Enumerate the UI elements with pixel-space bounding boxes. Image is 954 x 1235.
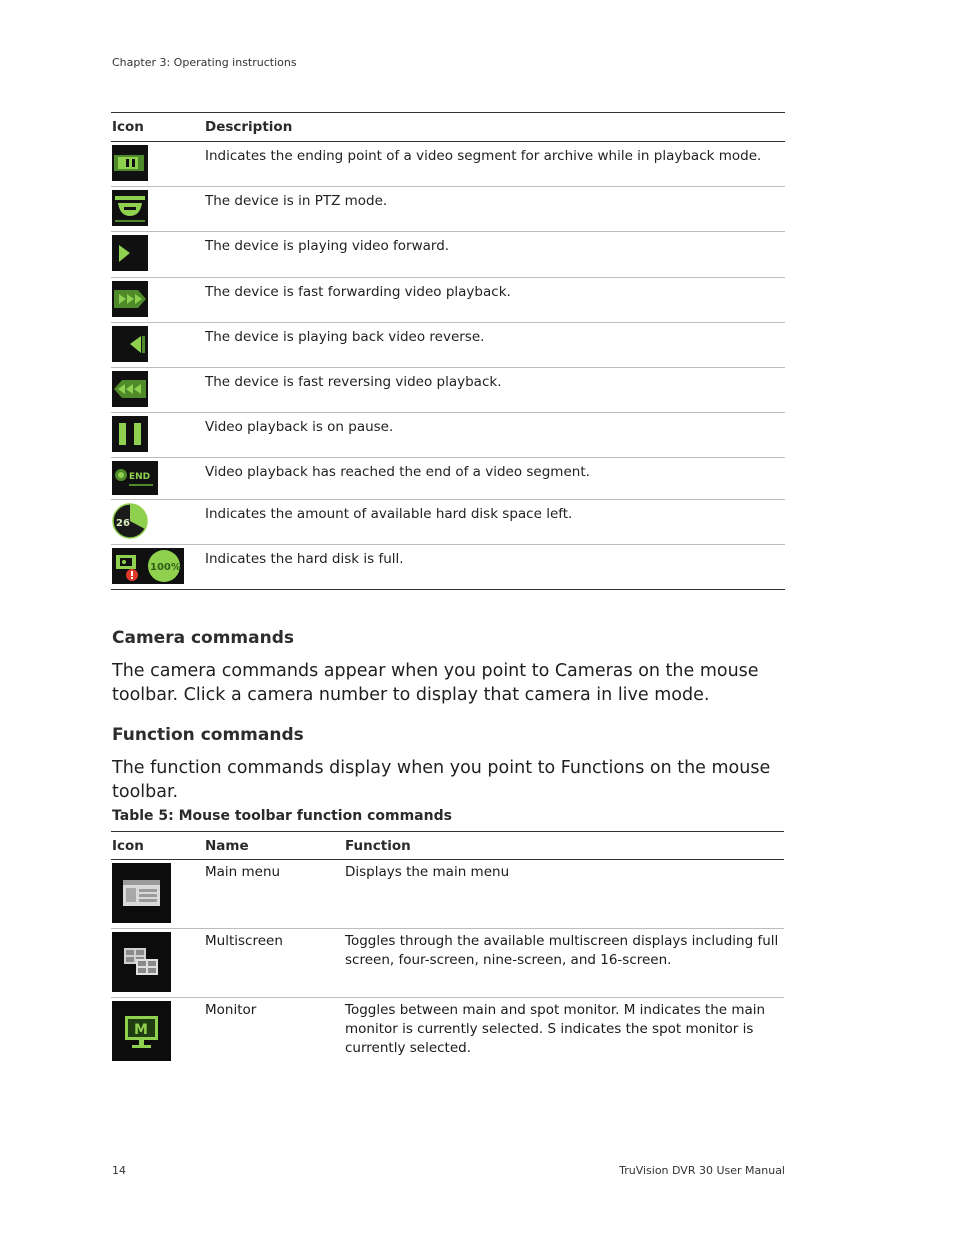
main-menu-icon bbox=[112, 863, 171, 923]
monitor-label: M bbox=[134, 1022, 148, 1038]
description-cell: Indicates the amount of available hard disk space left. bbox=[204, 500, 785, 545]
description-cell: Video playback has reached the end of a video segment. bbox=[204, 458, 785, 500]
function-commands-table bbox=[111, 831, 784, 1066]
table-row bbox=[111, 232, 785, 278]
multiscreen-icon bbox=[112, 932, 171, 992]
segment-end-label: END bbox=[129, 472, 151, 482]
function-cell: Toggles between main and spot monitor. M indicates the main monitor is currently selected. S indicates the spot monitor is currently selected. bbox=[345, 1002, 766, 1056]
description-cell: Indicates the hard disk is full. bbox=[205, 551, 404, 567]
name-cell: Monitor bbox=[205, 1002, 257, 1018]
description-cell: The device is playing back video reverse. bbox=[204, 323, 785, 368]
description-cell: The device is in PTZ mode. bbox=[204, 187, 785, 232]
name-cell: Main menu bbox=[204, 860, 344, 929]
pause-icon bbox=[112, 416, 148, 452]
archive-end-icon bbox=[112, 145, 148, 181]
function-commands-heading: Function commands bbox=[112, 725, 304, 745]
monitor-icon bbox=[112, 1001, 171, 1061]
description-cell: The device is fast reversing video playback. bbox=[204, 368, 785, 413]
table-header-row bbox=[111, 832, 784, 860]
table-row bbox=[111, 368, 785, 413]
function-cell: Toggles through the available multiscreen displays including full screen, four-screen, nine-screen, and 16-screen. bbox=[344, 929, 784, 998]
table-row bbox=[111, 545, 785, 590]
disk-full-label: 100% bbox=[150, 562, 181, 573]
page-number: 14 bbox=[112, 1164, 126, 1177]
description-cell: Indicates the ending point of a video segment for archive while in playback mode. bbox=[204, 142, 785, 187]
camera-commands-heading: Camera commands bbox=[112, 628, 295, 648]
table-row bbox=[111, 278, 785, 323]
table-row bbox=[111, 187, 785, 232]
manual-title: TruVision DVR 30 User Manual bbox=[619, 1164, 785, 1177]
column-header-description: Description bbox=[204, 113, 785, 142]
table-row bbox=[111, 860, 784, 929]
table-row bbox=[111, 458, 785, 500]
table-caption: Table 5: Mouse toolbar function commands bbox=[112, 808, 452, 824]
table-row bbox=[111, 323, 785, 368]
fast-forward-icon bbox=[112, 281, 148, 317]
function-cell: Displays the main menu bbox=[344, 860, 784, 929]
disk-space-label: 26 bbox=[116, 518, 130, 529]
column-header-function: Function bbox=[344, 832, 784, 860]
table-row bbox=[111, 142, 785, 187]
segment-end-icon bbox=[112, 461, 158, 495]
camera-commands-text: The camera commands appear when you point to Cameras on the mouse toolbar. Click a camera number to display that camera in live mode. bbox=[112, 661, 759, 705]
function-commands-text: The function commands display when you point to Functions on the mouse toolbar. bbox=[112, 758, 771, 802]
column-header-icon: Icon bbox=[111, 832, 204, 860]
ptz-mode-icon bbox=[112, 190, 148, 226]
chapter-header: Chapter 3: Operating instructions bbox=[112, 56, 297, 69]
column-header-icon: Icon bbox=[111, 113, 204, 142]
column-header-name: Name bbox=[204, 832, 344, 860]
table-row bbox=[111, 929, 784, 998]
disk-full-icon bbox=[112, 548, 184, 584]
status-icon-table bbox=[111, 112, 785, 590]
table-row bbox=[111, 413, 785, 458]
play-reverse-icon bbox=[112, 326, 148, 362]
table-row bbox=[111, 998, 784, 1067]
description-cell: The device is playing video forward. bbox=[204, 232, 785, 278]
table-header-row bbox=[111, 113, 785, 142]
name-cell: Multiscreen bbox=[204, 929, 344, 998]
play-forward-icon bbox=[112, 235, 148, 271]
table-row bbox=[111, 500, 785, 545]
disk-space-icon bbox=[112, 503, 148, 539]
description-cell: Video playback is on pause. bbox=[204, 413, 785, 458]
fast-reverse-icon bbox=[112, 371, 148, 407]
description-cell: The device is fast forwarding video playback. bbox=[204, 278, 785, 323]
